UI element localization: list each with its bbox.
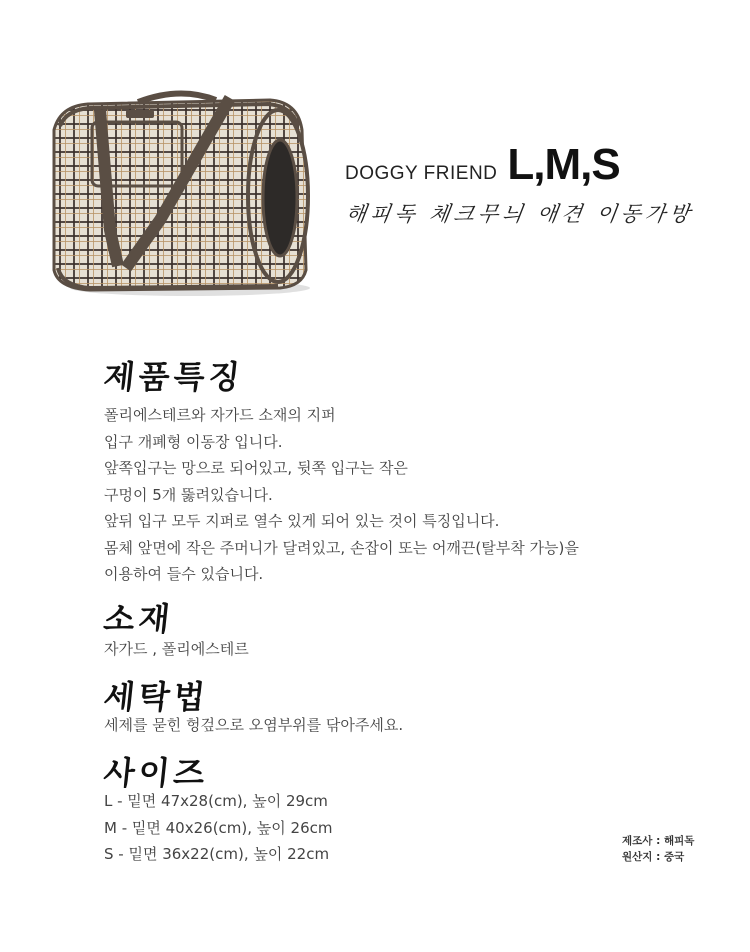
size-line-m: M - 밑면 40x26(cm), 높이 26cm	[104, 818, 333, 837]
size-list	[104, 788, 332, 868]
brand-title	[345, 140, 620, 190]
manufacturer: 제조사 : 해피독	[622, 835, 695, 847]
material-heading: 소재	[101, 600, 176, 638]
feature-line: 폴리에스테르와 자가드 소재의 지퍼	[104, 406, 336, 424]
feature-line: 구멍이 5개 뚫려있습니다.	[104, 485, 273, 504]
feature-line: 입구 개폐형 이동장 입니다.	[104, 432, 283, 451]
brand-name: DOGGY FRIEND	[345, 163, 498, 184]
material-text: 자가드 , 폴리에스테르	[104, 640, 249, 658]
washing-heading: 세탁법	[101, 678, 211, 716]
features-heading: 제품특징	[101, 358, 246, 396]
feature-line: 몸체 앞면에 작은 주머니가 달려있고, 손잡이 또는 어깨끈(탈부착 가능)을	[104, 538, 579, 557]
feature-line: 앞쪽입구는 망으로 되어있고, 뒷쪽 입구는 작은	[104, 459, 408, 477]
features-text	[104, 402, 579, 588]
maker-info	[622, 833, 694, 865]
pet-carrier-image	[40, 90, 320, 300]
feature-line: 이용하여 들수 있습니다.	[104, 565, 264, 583]
size-line-s: S - 밑면 36x22(cm), 높이 22cm	[104, 845, 330, 863]
washing-text: 세제를 묻힌 헝겊으로 오염부위를 닦아주세요.	[104, 716, 404, 734]
size-heading: 사이즈	[101, 754, 211, 792]
size-line-l: L - 밑면 47x28(cm), 높이 29cm	[104, 792, 328, 810]
feature-line: 앞뒤 입구 모두 지퍼로 열수 있게 되어 있는 것이 특징입니다.	[104, 512, 500, 530]
product-tagline: 해피독 체크무늬 애견 이동가방	[344, 202, 696, 226]
origin: 원산지 : 중국	[622, 851, 685, 863]
size-range: L,M,S	[507, 140, 620, 189]
